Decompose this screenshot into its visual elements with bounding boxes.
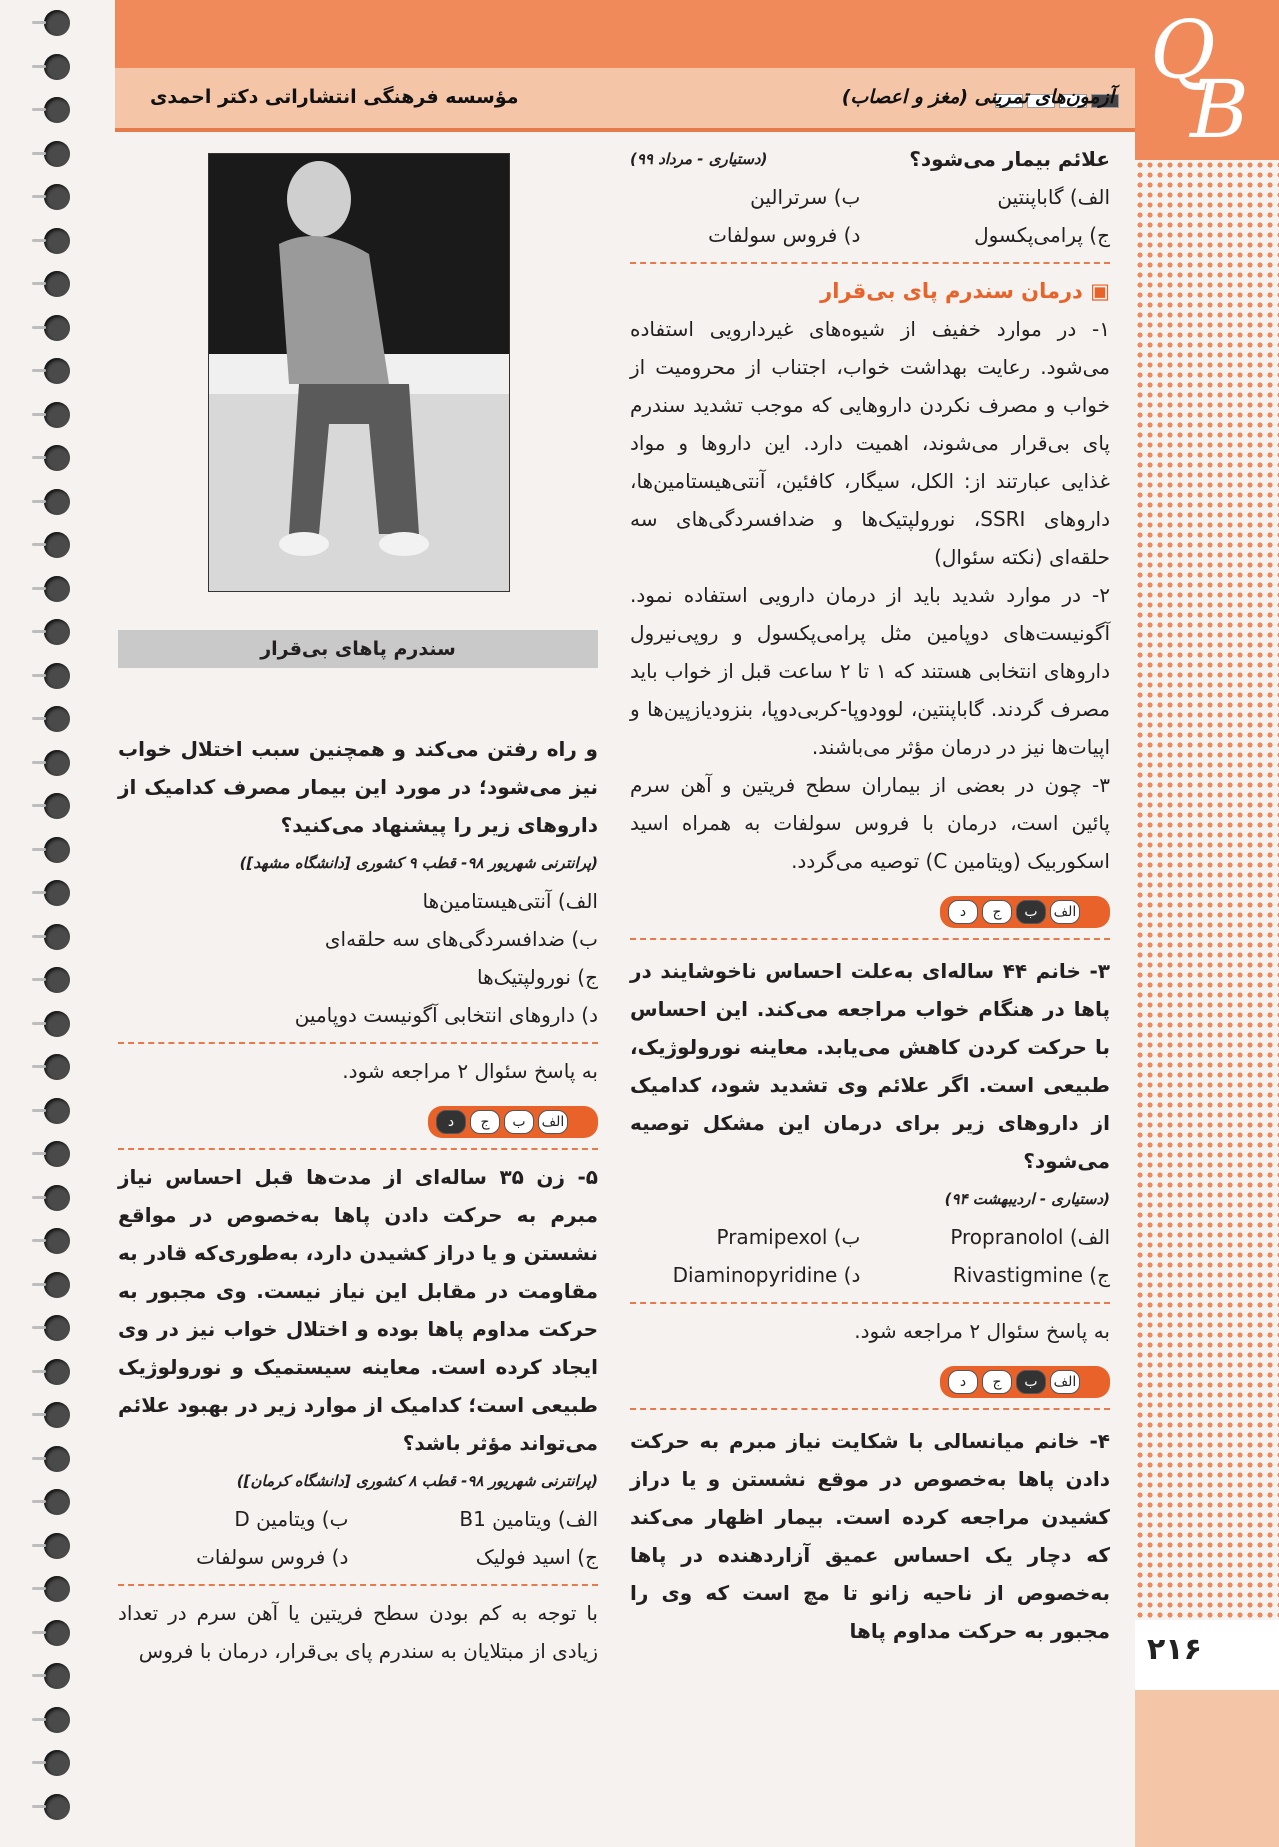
reference-note: به پاسخ سئوال ۲ مراجعه شود. — [342, 1059, 598, 1083]
binding-hole — [44, 1098, 70, 1124]
binding-hole — [44, 837, 70, 863]
question-source: (دستیاری - اردیبهشت ۹۴) — [944, 1190, 1110, 1208]
binding-hole — [44, 54, 70, 80]
options-row: الف) گاباپنتین ب) سرترالین — [750, 185, 1110, 209]
binding-hole — [44, 489, 70, 515]
binding-hole — [44, 97, 70, 123]
question-3: ۳- خانم ۴۴ ساله‌ای به‌علت احساس ناخوشایند در پاها در هنگام خواب مراجعه می‌کند. این احساس با حرکت کردن کاهش می‌یابد. معاینه نورولوژیک، طبیعی است. اگر علائم وی تشدید شود، کدامیک از داروهای زیر برای درمان این مشکل توصیه می‌شود؟ — [630, 959, 1111, 1173]
binding-hole — [44, 445, 70, 471]
question-5: ۵- زن ۳۵ ساله‌ای از مدت‌ها قبل احساس نیاز مبرم به حرکت دادن پاها به‌خصوص در مواقع نشستن و یا دراز کشیدن دارد، به‌طوری‌که قادر به مقاومت در مقابل این نیاز نیست. وی مجبور به حرکت مداوم پاها بوده و اختلال خواب نیز در وی ایجاد کرده است. معاینه سیستمیک و نورولوژیک طبیعی است؛ کدامیک از موارد زیر در بهبود علائم می‌تواند مؤثر باشد؟ — [118, 1165, 598, 1455]
binding-hole — [44, 1402, 70, 1428]
paragraph-2: ۲- در موارد شدید باید از درمان دارویی استفاده نمود. آگونیست‌های دوپامین مثل پرامی‌پکسول و روپی‌نیرول داروهای انتخابی هستند که ۱ تا ۲ ساعت قبل از خواب باید مصرف گردند. گاباپنتین، لوودوپا-کربی‌دوپا، بنزودیازپین‌ها و اپیات‌ها نیز در درمان مؤثر می‌باشند. — [630, 583, 1110, 759]
options-row: ج) Rivastigmine د) Diaminopyridine — [672, 1263, 1110, 1287]
section-heading: ▣ درمان سندرم پای بی‌قرار — [820, 279, 1110, 303]
qb-logo: Q B — [1150, 3, 1249, 156]
binding-hole — [44, 1272, 70, 1298]
binding-hole — [44, 1359, 70, 1385]
divider — [630, 262, 1110, 264]
binding-hole — [44, 228, 70, 254]
answer-key: الف ب ج د — [118, 1100, 598, 1138]
figure-caption: سندرم پاهای بی‌قرار — [118, 630, 598, 668]
publisher-name: مؤسسه فرهنگی انتشاراتی دکتر احمدی — [150, 86, 519, 108]
binding-hole — [44, 315, 70, 341]
page-number: ۲۱۶ — [1147, 1632, 1202, 1667]
binding-hole — [44, 1663, 70, 1689]
binding-hole — [44, 1489, 70, 1515]
binding-hole — [44, 1707, 70, 1733]
binding-hole — [44, 576, 70, 602]
spiral-binding — [30, 10, 80, 1840]
options-row: الف) ویتامین B1 ب) ویتامین D — [234, 1507, 598, 1531]
binding-hole — [44, 1576, 70, 1602]
question-source: (پرانترنی شهریور ۹۸- قطب ۹ کشوری [دانشگاه مشهد]) — [239, 854, 598, 872]
binding-hole — [44, 1794, 70, 1820]
divider — [118, 1148, 598, 1150]
divider — [630, 1302, 1110, 1304]
binding-hole — [44, 619, 70, 645]
binding-hole — [44, 184, 70, 210]
binding-hole — [44, 750, 70, 776]
binding-hole — [44, 1533, 70, 1559]
answer-key: الف ب ج د — [630, 890, 1110, 928]
binding-hole — [44, 358, 70, 384]
page-number-box — [1135, 1620, 1279, 1690]
binding-hole — [44, 1185, 70, 1211]
options-row: ج) پرامی‌پکسول د) فروس سولفات — [708, 223, 1110, 247]
binding-hole — [44, 1446, 70, 1472]
divider — [118, 1584, 598, 1586]
binding-hole — [44, 706, 70, 732]
binding-hole — [44, 1620, 70, 1646]
header-top-bar — [115, 0, 1135, 68]
question-4: ۴- خانم میانسالی با شکایت نیاز مبرم به حرکت دادن پاها به‌خصوص در موقع نشستن و یا دراز کشیدن مراجعه کرده است. بیمار اظهار می‌کند که دچار یک احساس عمیق آزاردهنده در پاها به‌خصوص از ناحیه زانو تا مچ است که وی را مجبور به حرکت مداوم پاها — [630, 1429, 1110, 1643]
options-row: الف) Propranolol ب) Pramipexol — [716, 1225, 1110, 1249]
binding-hole — [44, 924, 70, 950]
answer-key: الف ب ج د — [630, 1360, 1110, 1398]
binding-hole — [44, 1750, 70, 1776]
right-column — [630, 140, 1110, 1650]
explanation: با توجه به کم بودن سطح فریتین یا آهن سرم در تعداد زیادی از مبتلایان به سندرم پای بی‌قرار، درمان با فروس — [118, 1601, 598, 1663]
paragraph-1: ۱- در موارد خفیف از شیوه‌های غیردارویی استفاده می‌شود. رعایت بهداشت خواب، اجتناب از محرومیت از خواب و مصرف نکردن داروهایی که موجب تشدید سندرم پای بی‌قرار می‌شوند، اهمیت دارد. این داروها و مواد غذایی عبارتند از: الکل، سیگار، کافئین، آنتی‌هیستامین‌ها، داروهای SSRI، نورولپتیک‌ها و ضدافسردگی‌های سه حلقه‌ای (نکته سئوال) — [630, 317, 1110, 569]
binding-hole — [44, 1054, 70, 1080]
patient-photo — [208, 153, 510, 592]
divider — [630, 1408, 1110, 1410]
binding-hole — [44, 1315, 70, 1341]
binding-hole — [44, 532, 70, 558]
binding-hole — [44, 663, 70, 689]
question-4-continued: و راه رفتن می‌کند و همچنین سبب اختلال خواب نیز می‌شود؛ در مورد این بیمار مصرف کدامیک از داروهای زیر را پیشنهاد می‌کنید؟ — [118, 737, 598, 837]
reference-note: به پاسخ سئوال ۲ مراجعه شود. — [854, 1319, 1110, 1343]
binding-hole — [44, 793, 70, 819]
question-tail: علائم بیمار می‌شود؟ — [909, 147, 1110, 171]
binding-hole — [44, 10, 70, 36]
divider — [118, 1042, 598, 1044]
binding-hole — [44, 271, 70, 297]
paragraph-3: ۳- چون در بعضی از بیماران سطح فریتین و آهن سرم پائین است، درمان با فروس سولفات به همراه اسید اسکوربیک (ویتامین C) توصیه می‌گردد. — [630, 773, 1110, 873]
binding-hole — [44, 1228, 70, 1254]
options-list: الف) آنتی‌هیستامین‌ها ب) ضدافسردگی‌های سه حلقه‌ای ج) نورولپتیک‌ها د) داروهای انتخابی آگونیست دوپامین — [294, 889, 598, 1027]
binding-hole — [44, 1011, 70, 1037]
question-source: (دستیاری - مرداد ۹۹) — [630, 150, 768, 168]
binding-hole — [44, 141, 70, 167]
left-column — [118, 730, 598, 1670]
bottom-tab — [1135, 1690, 1279, 1847]
options-row: ج) اسید فولیک د) فروس سولفات — [196, 1545, 598, 1569]
question-source: (پرانترنی شهریور ۹۸- قطب ۸ کشوری [دانشگاه کرمان]) — [236, 1472, 598, 1490]
binding-hole — [44, 967, 70, 993]
binding-hole — [44, 880, 70, 906]
section-title: آزمون‌های تمرینی (مغز و اعصاب) — [841, 86, 1114, 108]
binding-hole — [44, 1141, 70, 1167]
divider — [630, 938, 1110, 940]
binding-hole — [44, 402, 70, 428]
dotted-margin — [1135, 160, 1279, 1620]
